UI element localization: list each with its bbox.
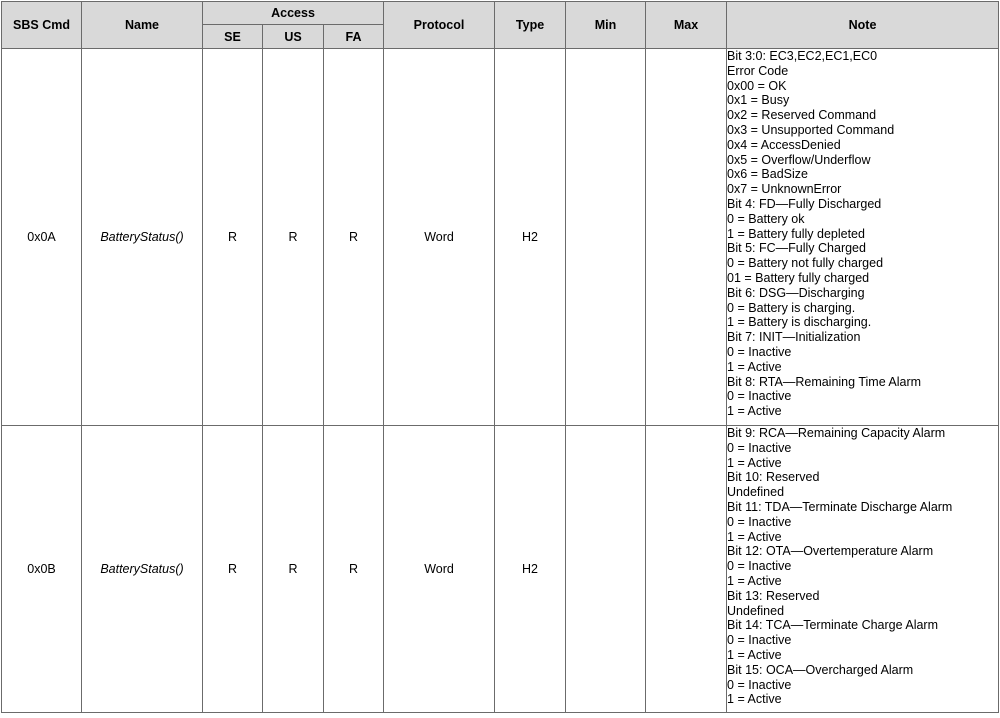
- header-note: Note: [727, 2, 999, 49]
- note-line: Undefined: [727, 485, 785, 500]
- note-line: 1 = Active: [727, 573, 782, 588]
- note-line: 0x1 = Busy: [727, 93, 790, 108]
- note-line: 0x4 = AccessDenied: [727, 137, 841, 152]
- cell-max: [646, 426, 727, 713]
- cell-min: [566, 49, 646, 426]
- note-line: Bit 4: FD—Fully Discharged: [727, 196, 882, 211]
- cell-name: BatteryStatus(): [82, 49, 203, 426]
- note-line: 0x2 = Reserved Command: [727, 108, 877, 123]
- note-line: Bit 13: Reserved: [727, 588, 820, 603]
- note-line: Error Code: [727, 63, 789, 78]
- note-line: 0x6 = BadSize: [727, 167, 808, 182]
- note-line: Bit 11: TDA—Terminate Discharge Alarm: [727, 499, 953, 514]
- header-access: Access: [203, 2, 384, 25]
- cell-access-se: R: [203, 49, 263, 426]
- note-line: Bit 10: Reserved: [727, 470, 820, 485]
- header-min: Min: [566, 2, 646, 49]
- header-sbs-cmd: SBS Cmd: [2, 2, 82, 49]
- note-line: 0 = Inactive: [727, 514, 792, 529]
- header-protocol: Protocol: [384, 2, 495, 49]
- note-line: 1 = Battery fully depleted: [727, 226, 865, 241]
- note-line: 0 = Inactive: [727, 559, 792, 574]
- header-access-us: US: [263, 25, 324, 49]
- note-line: Bit 15: OCA—Overcharged Alarm: [727, 662, 914, 677]
- note-line: 0 = Inactive: [727, 677, 792, 692]
- header-row-primary: [2, 2, 999, 25]
- cell-type: H2: [495, 49, 566, 426]
- cell-protocol: Word: [384, 49, 495, 426]
- header-access-fa: FA: [324, 25, 384, 49]
- note-line: 0 = Inactive: [727, 344, 792, 359]
- cell-cmd: 0x0A: [2, 49, 82, 426]
- note-line: Bit 7: INIT—Initialization: [727, 330, 861, 345]
- cell-access-se: R: [203, 426, 263, 713]
- note-line: Bit 9: RCA—Remaining Capacity Alarm: [727, 426, 946, 440]
- note-line: 1 = Battery is discharging.: [727, 315, 872, 330]
- note-line: 0 = Inactive: [727, 440, 792, 455]
- note-line: 0x7 = UnknownError: [727, 182, 842, 197]
- note-line: 1 = Active: [727, 404, 782, 419]
- note-line: 0x5 = Overflow/Underflow: [727, 152, 871, 167]
- note-line: 0 = Inactive: [727, 633, 792, 648]
- note-line: Bit 6: DSG—Discharging: [727, 285, 865, 300]
- cell-type: H2: [495, 426, 566, 713]
- header-type: Type: [495, 2, 566, 49]
- cell-access-us: R: [263, 426, 324, 713]
- note-line: 1 = Active: [727, 647, 782, 662]
- header-access-se: SE: [203, 25, 263, 49]
- header-max: Max: [646, 2, 727, 49]
- header-name: Name: [82, 2, 203, 49]
- cell-min: [566, 426, 646, 713]
- cell-name: BatteryStatus(): [82, 426, 203, 713]
- sbs-command-table: [1, 1, 999, 713]
- note-line: Bit 5: FC—Fully Charged: [727, 241, 866, 256]
- cell-access-fa: R: [324, 49, 384, 426]
- cell-note: [727, 426, 999, 713]
- cell-access-us: R: [263, 49, 324, 426]
- note-line: Undefined: [727, 603, 785, 618]
- table-row: [2, 49, 999, 426]
- note-line: Bit 8: RTA—Remaining Time Alarm: [727, 374, 922, 389]
- note-line: Bit 12: OTA—Overtemperature Alarm: [727, 544, 934, 559]
- note-line: 0 = Battery not fully charged: [727, 256, 884, 271]
- note-line: 0 = Battery ok: [727, 211, 805, 226]
- cell-access-fa: R: [324, 426, 384, 713]
- note-line: 1 = Active: [727, 529, 782, 544]
- note-line: Bit 3:0: EC3,EC2,EC1,EC0: [727, 49, 878, 63]
- note-line: 1 = Active: [727, 692, 782, 707]
- note-line: 1 = Active: [727, 455, 782, 470]
- note-line: 01 = Battery fully charged: [727, 270, 870, 285]
- note-line: 0 = Battery is charging.: [727, 300, 856, 315]
- table-row: [2, 426, 999, 713]
- note-line: 1 = Active: [727, 359, 782, 374]
- note-line: 0 = Inactive: [727, 389, 792, 404]
- cell-cmd: 0x0B: [2, 426, 82, 713]
- note-line: Bit 14: TCA—Terminate Charge Alarm: [727, 618, 938, 633]
- cell-max: [646, 49, 727, 426]
- cell-note: [727, 49, 999, 426]
- note-line: 0x00 = OK: [727, 78, 787, 93]
- note-line: 0x3 = Unsupported Command: [727, 122, 895, 137]
- cell-protocol: Word: [384, 426, 495, 713]
